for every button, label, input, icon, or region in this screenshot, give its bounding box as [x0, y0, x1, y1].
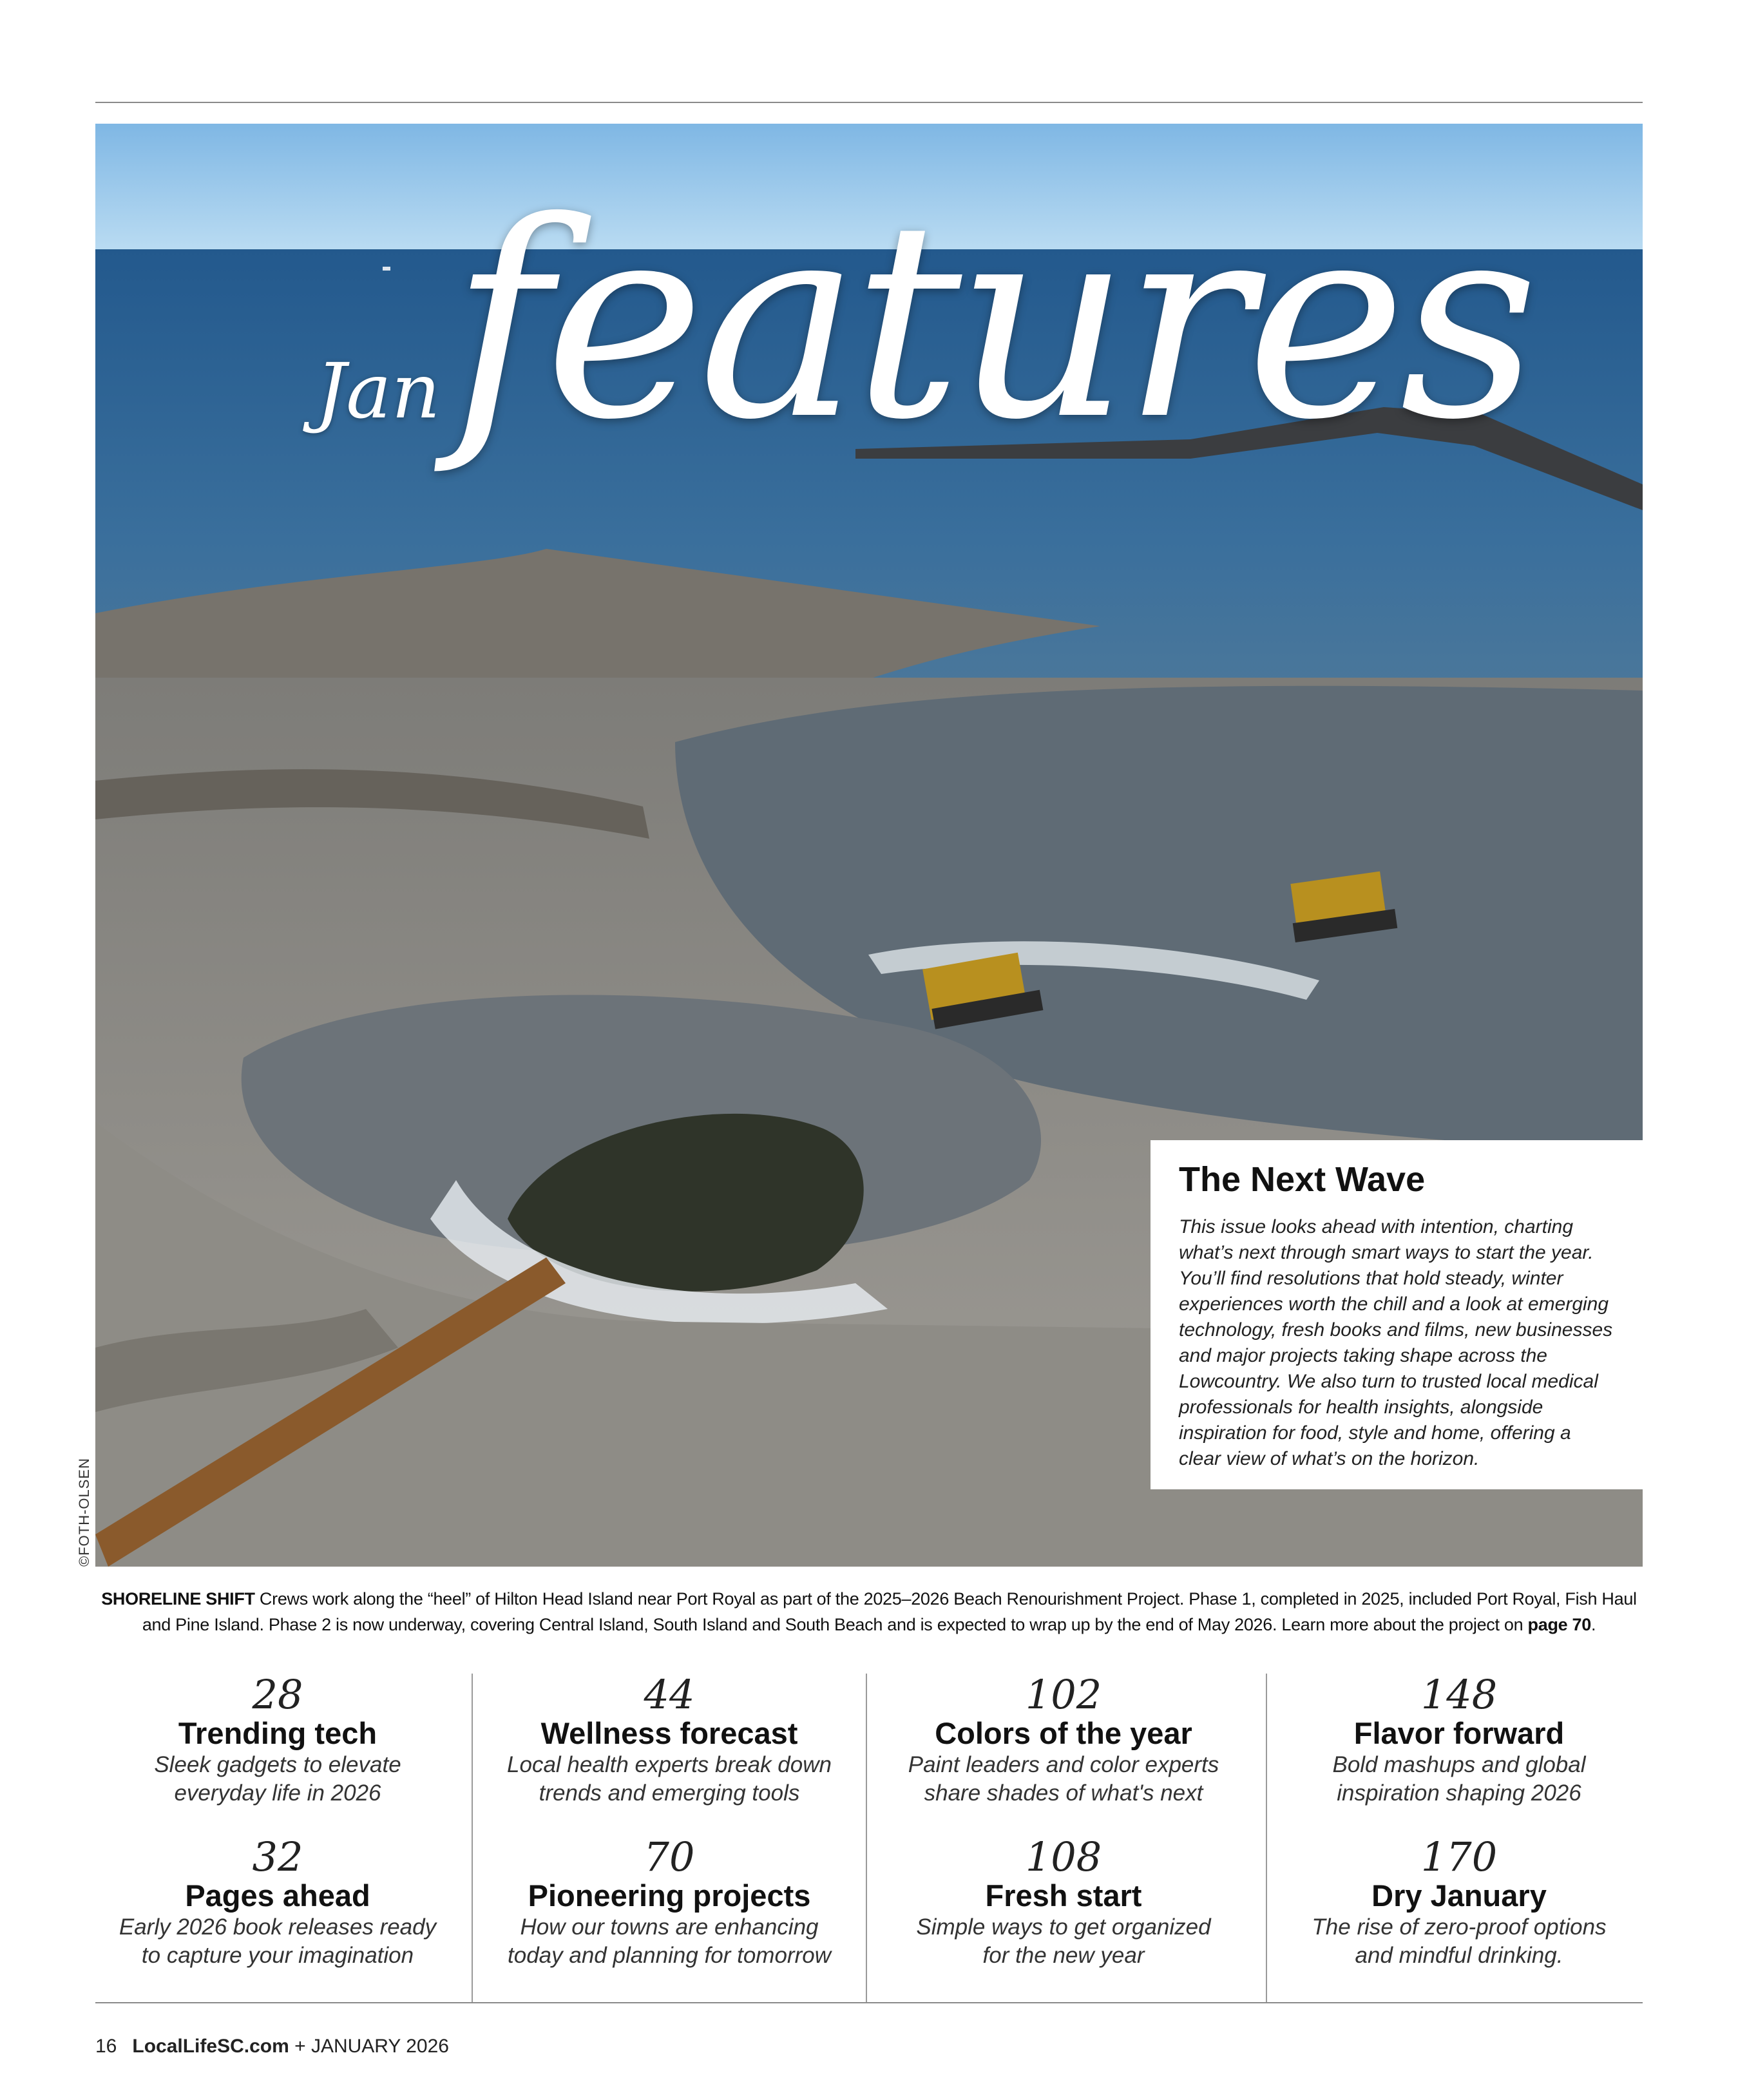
feature-description: Paint leaders and color experts — [908, 1752, 1219, 1777]
bottom-rule — [95, 2002, 1643, 2003]
feature-description: to capture your imagination — [141, 1943, 414, 1968]
feature-description: Local health experts break down — [507, 1752, 832, 1777]
column-divider — [1266, 1674, 1267, 2002]
feature-description: share shades of what's next — [924, 1780, 1203, 1806]
feature-description: today and planning for tomorrow — [508, 1943, 831, 1968]
feature-item[interactable] — [1269, 1671, 1649, 1808]
feature-description: everyday life in 2026 — [174, 1780, 381, 1806]
feature-item[interactable] — [88, 1833, 468, 1970]
feature-page-number: 148 — [1420, 1671, 1498, 1718]
feature-item[interactable] — [88, 1671, 468, 1808]
feature-title: Pages ahead — [185, 1878, 370, 1913]
feature-title: Trending tech — [178, 1716, 377, 1750]
feature-description: Simple ways to get organized — [916, 1914, 1211, 1940]
feature-page-number: 44 — [644, 1671, 695, 1718]
feature-item[interactable] — [479, 1671, 859, 1808]
issue-date: + JANUARY 2026 — [289, 2036, 449, 2057]
site-link[interactable]: LocalLifeSC.com — [132, 2036, 289, 2057]
caption-end: . — [1590, 1615, 1596, 1634]
caption-page-link[interactable]: page 70 — [1527, 1615, 1591, 1634]
feature-description: trends and emerging tools — [539, 1780, 800, 1806]
feature-title: Flavor forward — [1353, 1716, 1565, 1750]
caption-label: SHORELINE SHIFT — [101, 1589, 255, 1608]
photo-credit: ©FOTH-OLSEN — [76, 1458, 92, 1567]
column-divider — [866, 1674, 867, 2002]
intro-box — [1151, 1140, 1643, 1489]
feature-title: Dry January — [1371, 1878, 1547, 1913]
features-grid — [95, 1671, 1643, 2002]
intro-body: This issue looks ahead with intention, charting what’s next through smart ways to start the year. You’ll find resolutions that hold steady, winter experiences worth the chill and a look at emerging technology, fresh books and films, new businesses and major projects taking shape across the Lowcountry. We also turn to trusted local medical professionals for health insights, alongside inspiration for food, style and home, offering a clear view of what’s on the horizon. — [1179, 1216, 1613, 1470]
page-footer — [95, 2036, 449, 2057]
photo-caption — [95, 1586, 1643, 1637]
column-divider — [472, 1674, 473, 2002]
page-number: 16 — [95, 2036, 117, 2057]
feature-description: How our towns are enhancing — [520, 1914, 819, 1940]
feature-item[interactable] — [874, 1833, 1254, 1970]
feature-description: Sleek gadgets to elevate — [154, 1752, 401, 1777]
feature-page-number: 70 — [644, 1833, 695, 1880]
feature-title: Pioneering projects — [528, 1878, 811, 1913]
feature-description: Early 2026 book releases ready — [119, 1914, 437, 1940]
feature-title: Fresh start — [985, 1878, 1142, 1913]
title-month: Jan — [316, 347, 441, 435]
feature-page-number: 170 — [1420, 1833, 1498, 1880]
page-title: features — [451, 164, 1533, 479]
feature-page-number: 28 — [252, 1671, 303, 1718]
feature-item[interactable] — [479, 1833, 859, 1970]
feature-title: Wellness forecast — [540, 1716, 798, 1750]
feature-description: inspiration shaping 2026 — [1337, 1780, 1581, 1806]
feature-description: and mindful drinking. — [1355, 1943, 1563, 1968]
feature-page-number: 108 — [1025, 1833, 1102, 1880]
top-rule — [95, 102, 1643, 103]
feature-item[interactable] — [1269, 1833, 1649, 1970]
caption-text: Crews work along the “heel” of Hilton Head Island near Port Royal as part of the 2025–2026 Beach Renourishment Project. Phase 1, completed in 2025, included Port Royal, Fish Haul and Pine Island. Phase 2 is now underway, covering Central Island, South Island and South Beach and is expected to wrap up by the end of May 2026. Learn more about the project on — [142, 1589, 1637, 1634]
feature-item[interactable] — [874, 1671, 1254, 1808]
feature-title: Colors of the year — [935, 1716, 1192, 1750]
feature-page-number: 102 — [1025, 1671, 1102, 1718]
feature-description: for the new year — [982, 1943, 1145, 1968]
feature-description: The rise of zero-proof options — [1312, 1914, 1607, 1940]
intro-heading: The Next Wave — [1179, 1160, 1426, 1199]
feature-description: Bold mashups and global — [1332, 1752, 1586, 1777]
feature-page-number: 32 — [252, 1833, 303, 1880]
